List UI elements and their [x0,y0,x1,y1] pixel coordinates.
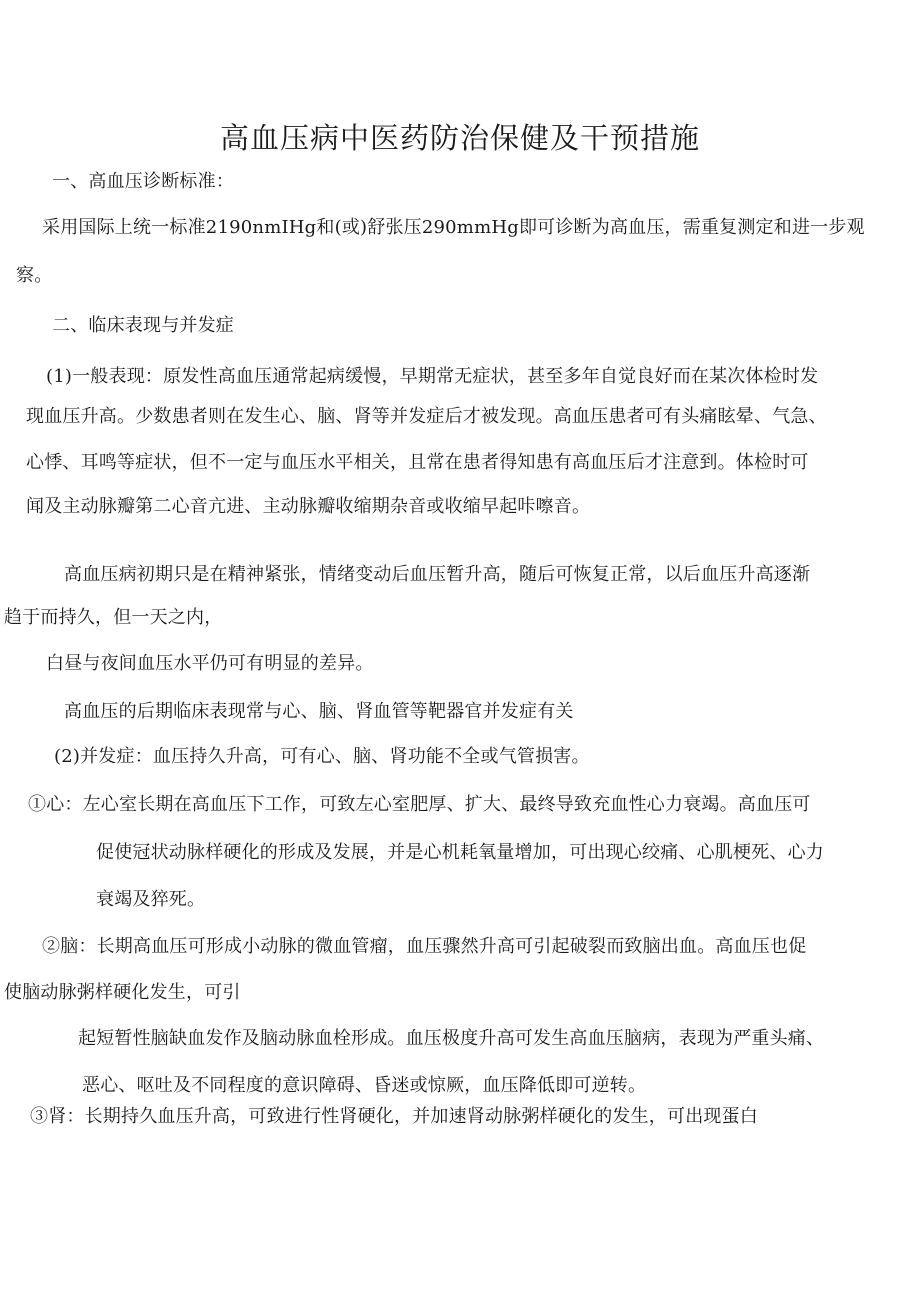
paragraph-line: 高血压的后期临床表现常与心、脑、肾血管等靶器官并发症有关 [64,701,574,722]
paragraph-line: 白昼与夜间血压水平仍可有明显的差异。 [46,653,374,674]
paragraph-line: 趋于而持久，但一天之内， [4,607,223,628]
paragraph-line: 使脑动脉粥样硬化发生，可引 [4,982,241,1003]
paragraph-line: 现血压升高。少数患者则在发生心、脑、肾等并发症后才被发现。高血压患者可有头痛眩晕、气急、 [26,406,827,427]
paragraph-line: (1)一般表现：原发性高血压通常起病缓慢，早期常无症状，甚至多年自觉良好而在某次体检时发 [46,366,819,387]
paragraph-line: 采用国际上统一标准2190nmIHg和(或)舒张压290mmHg即可诊断为高血压，需重复测定和进一步观 [42,217,865,238]
document-title: 高血压病中医药防治保健及干预措施 [219,121,700,155]
paragraph-line: 衰竭及猝死。 [96,889,206,910]
paragraph-line: ①心：左心室长期在高血压下工作，可致左心室肥厚、扩大、最终导致充血性心力衰竭。高血压可 [28,794,811,815]
paragraph-line: 起短暂性脑缺血发作及脑动脉血栓形成。血压极度升高可发生高血压脑病，表现为严重头痛、 [78,1028,825,1049]
paragraph-line: 察。 [16,265,53,286]
paragraph-line: 闻及主动脉瓣第二心音亢进、主动脉瓣收缩期杂音或收缩早起咔嚓音。 [26,496,591,517]
paragraph-line: 恶心、呕吐及不同程度的意识障碍、昏迷或惊厥，血压降低即可逆转。 [82,1075,647,1096]
paragraph-line: 高血压病初期只是在精神紧张，情绪变动后血压暂升高，随后可恢复正常，以后血压升高逐渐 [64,564,811,585]
section-heading-clinical: 二、临床表现与并发症 [52,315,234,336]
section-heading-diagnosis: 一、高血压诊断标准： [52,171,234,192]
paragraph-line: ②脑：长期高血压可形成小动脉的微血管瘤，血压骤然升高可引起破裂而致脑出血。高血压也促 [42,936,807,957]
paragraph-line: 心悸、耳鸣等症状，但不一定与血压水平相关，且常在患者得知患有高血压后才注意到。体检时可 [26,452,809,473]
paragraph-line: ③肾：长期持久血压升高，可致进行性肾硬化，并加速肾动脉粥样硬化的发生，可出现蛋白 [30,1106,758,1127]
paragraph-line: 促使冠状动脉样硬化的形成及发展，并是心机耗氧量增加，可出现心绞痛、心肌梗死、心力 [96,842,824,863]
paragraph-line: (2)并发症：血压持久升高，可有心、脑、肾功能不全或气管损害。 [54,746,590,767]
